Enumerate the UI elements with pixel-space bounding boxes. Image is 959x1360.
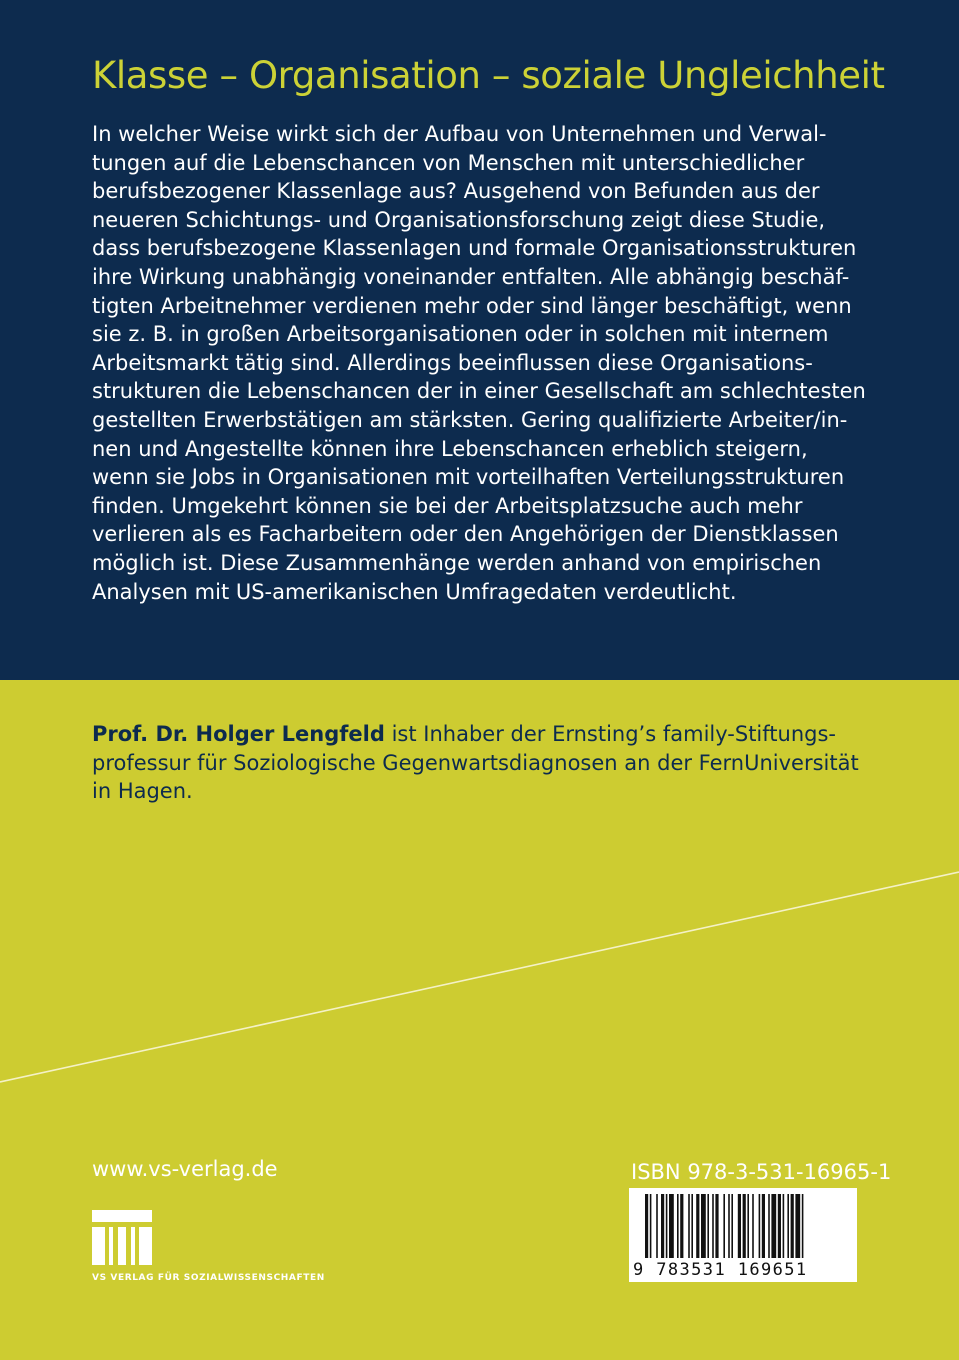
- barcode-bar: [656, 1194, 658, 1258]
- author-bio-line: in Hagen.: [92, 779, 193, 804]
- isbn: ISBN 978-3-531-16965-1: [631, 1160, 892, 1184]
- blurb-line: sie z. B. in großen Arbeitsorganisationen oder in solchen mit internem: [92, 322, 829, 347]
- barcode-bar: [669, 1194, 674, 1258]
- blurb-line: neueren Schichtungs- und Organisationsforschung zeigt diese Studie,: [92, 207, 826, 232]
- author-name: Prof. Dr. Holger Lengfeld: [92, 722, 385, 746]
- barcode: [629, 1188, 857, 1282]
- barcode-bar: [728, 1194, 730, 1258]
- barcode-digits: 9 783531 169651: [633, 1260, 808, 1280]
- barcode-bar: [723, 1194, 725, 1258]
- barcode-bar: [738, 1194, 741, 1258]
- barcode-bar: [768, 1194, 770, 1258]
- author-bio-line: [92, 720, 859, 749]
- barcode-bar: [696, 1194, 699, 1258]
- blurb-line: möglich ist. Diese Zusammenhänge werden anhand von empirischen: [92, 550, 822, 575]
- barcode-bar: [771, 1194, 776, 1258]
- author-bio-text: ist Inhaber der Ernsting’s family-Stiftungs-: [384, 722, 836, 746]
- blurb-line: berufsbezogener Klassenlage aus? Ausgehend von Befunden aus der: [92, 179, 820, 204]
- author-bio: [92, 720, 859, 806]
- barcode-bar: [743, 1194, 746, 1258]
- barcode-bar: [752, 1194, 754, 1258]
- blurb-line: gestellten Erwerbstätigen am stärksten. Gering qualifizierte Arbeiter/in-: [92, 407, 848, 432]
- barcode-bar: [666, 1194, 668, 1258]
- publisher-website: www.vs-verlag.de: [92, 1157, 278, 1181]
- barcode-bar: [677, 1194, 679, 1258]
- barcode-bar: [731, 1194, 733, 1258]
- barcode-bar: [783, 1194, 785, 1258]
- barcode-bar: [701, 1194, 706, 1258]
- barcode-bar: [795, 1194, 800, 1258]
- blurb-line: In welcher Weise wirkt sich der Aufbau von Unternehmen und Verwal-: [92, 122, 827, 146]
- barcode-bar: [688, 1194, 690, 1258]
- barcode-bar: [691, 1194, 693, 1258]
- barcode-bar: [715, 1194, 718, 1258]
- blurb-line: Analysen mit US-amerikanischen Umfragedaten verdeutlicht.: [92, 579, 737, 604]
- book-title: Klasse – Organisation – soziale Ungleichheit: [92, 54, 885, 97]
- barcode-bar: [707, 1194, 709, 1258]
- blurb-line: dass berufsbezogene Klassenlagen und formale Organisationsstrukturen: [92, 236, 857, 261]
- barcode-bar: [778, 1194, 781, 1258]
- blurb-line: finden. Umgekehrt können sie bei der Arbeitsplatzsuche auch mehr: [92, 493, 803, 518]
- barcode-bar: [802, 1194, 804, 1258]
- barcode-bar: [759, 1194, 761, 1258]
- barcode-bar: [661, 1194, 664, 1258]
- barcode-bar: [680, 1194, 683, 1258]
- blurb-line: Arbeitsmarkt tätig sind. Allerdings beeinflussen diese Organisations-: [92, 350, 813, 375]
- barcode-bar: [650, 1194, 652, 1258]
- blurb-line: verlieren als es Facharbeitern oder den Angehörigen der Dienstklassen: [92, 522, 839, 547]
- blurb-line: nen und Angestellte können ihre Lebenschancen erheblich steigern,: [92, 436, 808, 461]
- diagonal-divider-line: [0, 870, 959, 1090]
- publisher-logo-text: VS VERLAG FÜR SOZIALWISSENSCHAFTEN: [92, 1273, 325, 1283]
- blurb-text: [92, 120, 866, 606]
- blurb-line: ihre Wirkung unabhängig voneinander entfalten. Alle abhängig beschäf-: [92, 264, 850, 289]
- blurb-line: wenn sie Jobs in Organisationen mit vorteilhaften Verteilungsstrukturen: [92, 465, 845, 490]
- blurb-line: tigten Arbeitnehmer verdienen mehr oder sind länger beschäftigt, wenn: [92, 293, 852, 318]
- blurb-line: tungen auf die Lebenschancen von Menschen mit unterschiedlicher: [92, 150, 805, 175]
- blurb-line: strukturen die Lebenschancen der in einer Gesellschaft am schlechtesten: [92, 379, 866, 404]
- barcode-bar: [747, 1194, 749, 1258]
- barcode-bar: [787, 1194, 789, 1258]
- barcode-bar: [645, 1194, 648, 1258]
- barcode-bar: [791, 1194, 794, 1258]
- barcode-bar: [712, 1194, 714, 1258]
- barcode-bar: [762, 1194, 765, 1258]
- author-bio-line: professur für Soziologische Gegenwartsdiagnosen an der FernUniversität: [92, 750, 859, 775]
